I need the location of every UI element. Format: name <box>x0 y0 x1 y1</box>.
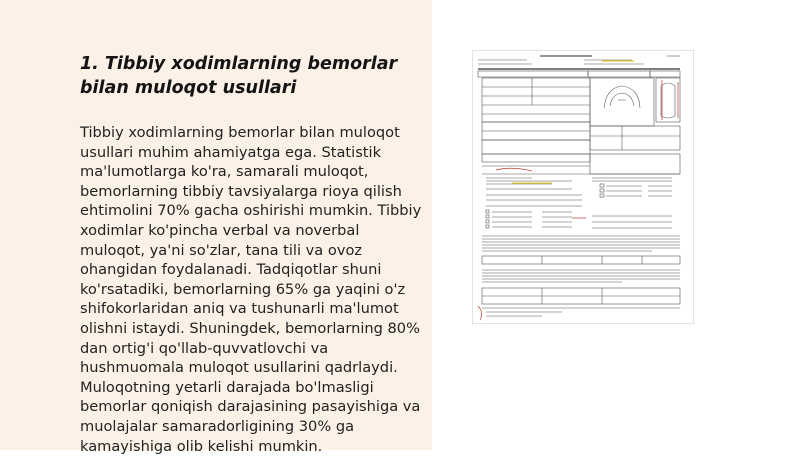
slide-title: 1. Tibbiy xodimlarning bemorlar bilan muloqot usullari <box>80 54 398 98</box>
slide-body-text: Tibbiy xodimlarning bemorlar bilan muloqot usullari muhim ahamiyatga ega. Statistik ma'lumotlarga ko'ra, samarali muloqot, bemorlarning tibbiy tavsiyalarga rioya qilish ehtimolini 70% gacha oshirishi mumkin. Tibbiy xodimlar ko'pincha verbal va noverbal muloqot, ya'ni so'zlar, tana tili va ovoz ohangidan foydalanadi. Tadqiqotlar shuni ko'rsatadiki, bemorlarning 65% ga yaqini o'z shifokorlaridan aniq va tushunarli ma'lumot olishni istaydi. Shuningdek, bemorlarning 80% dan ortig'i qo'llab-quvvatlovchi va hushmuomala muloqot usullarini qadrlaydi. Muloqotning yetarli darajada bo'lmasligi bemorlar qoniqish darajasining pasayishiga va muolajalar samaradorligining 30% ga kamayishiga olib kelishi mumkin. <box>80 124 422 455</box>
medical-form-image <box>472 50 694 324</box>
